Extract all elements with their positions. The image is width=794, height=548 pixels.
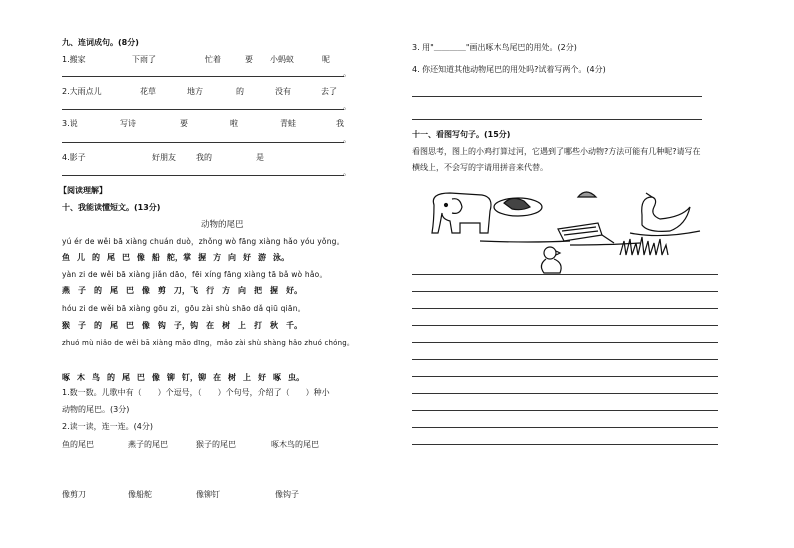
q9-row2-word: 花草: [140, 87, 156, 96]
q11-instruction-cont: 横线上，不会写的字请用拼音来代替。: [412, 163, 548, 172]
writing-line[interactable]: [412, 359, 718, 360]
answer-line[interactable]: [62, 109, 344, 110]
like-item[interactable]: 像船舵: [128, 490, 152, 499]
q9-row1-word: 小蚂蚁: [270, 55, 294, 64]
tail-item[interactable]: 啄木鸟的尾巴: [271, 440, 319, 449]
q9-row4-word: 我的: [196, 153, 212, 162]
like-item[interactable]: 像铆钉: [196, 490, 220, 499]
answer-line[interactable]: [62, 76, 344, 77]
writing-line[interactable]: [412, 291, 718, 292]
q9-row4-word: 好朋友: [152, 153, 176, 162]
q9-row2-word: 地方: [187, 87, 203, 96]
writing-line[interactable]: [412, 393, 718, 394]
q9-row1-end: 。: [343, 69, 351, 78]
pinyin-line: zhuó mù niǎo de wěi bā xiàng mǎo dīng，mǎo zài shù shàng hǎo zhuó chóng。: [62, 339, 355, 347]
tail-item[interactable]: 猴子的尾巴: [196, 440, 236, 449]
q9-row3-word: 啦: [230, 119, 238, 128]
writing-line[interactable]: [412, 342, 718, 343]
elephant-icon: [432, 193, 491, 233]
tail-item[interactable]: 鱼的尾巴: [62, 440, 94, 449]
q9-row4-word: 是: [256, 153, 264, 162]
sub-question-2: 2.读一读，连一连。(4分): [62, 422, 153, 431]
sub-question-1-cont: 动物的尾巴。(3分): [62, 405, 130, 414]
pinyin-line: yú ér de wěi bā xiàng chuán duò，zhǒng wò fāng xiàng hǎo yóu yǒng。: [62, 237, 345, 246]
q9-row3-word: 要: [180, 119, 188, 128]
q9-title: 九、连词成句。(8分): [62, 38, 139, 47]
sub-question-3: 3. 用"＿＿＿＿"画出啄木鸟尾巴的用处。(2分): [412, 43, 577, 52]
q9-row2-num: 2.大雨点儿: [62, 87, 102, 96]
pinyin-line: hóu zi de wěi bā xiàng gōu zi，gōu zài shù shāo dǎ qiū qiān。: [62, 304, 306, 313]
pinyin-line: yàn zi de wěi bā xiàng jiǎn dāo，fēi xíng fāng xiàng tā bǎ wò hǎo。: [62, 270, 328, 279]
q9-row1-word: 下雨了: [132, 55, 156, 64]
article-title: 动物的尾巴: [201, 220, 244, 230]
animals-river-illustration: [420, 185, 720, 275]
sub-question-1: 1.数一数。儿歌中有（ ）个逗号，（ ）个句号，介绍了（ ）种小: [62, 388, 330, 397]
writing-line[interactable]: [412, 410, 718, 411]
writing-line[interactable]: [412, 444, 718, 445]
answer-line[interactable]: [412, 96, 702, 97]
q10-title: 十、我能读懂短文。(13分): [62, 203, 161, 212]
q9-row2-word: 的: [236, 87, 244, 96]
writing-line[interactable]: [412, 308, 718, 309]
text-line: 啄 木 鸟 的 尾 巴 像 铆 钉，铆 在 树 上 好 啄 虫。: [62, 373, 305, 382]
sub-question-4: 4. 你还知道其他动物尾巴的用处吗?试着写两个。(4分): [412, 65, 606, 74]
like-item[interactable]: 像剪刀: [62, 490, 86, 499]
q11-title: 十一、看图写句子。(15分): [412, 130, 511, 139]
text-line: 猴 子 的 尾 巴 像 钩 子，钩 在 树 上 打 秋 千。: [62, 321, 303, 330]
q9-row1-word: 忙着: [205, 55, 221, 64]
reading-header: 【阅读理解】: [59, 186, 107, 195]
q9-row2-word: 去了: [321, 87, 337, 96]
q9-row1-num: 1.搬家: [62, 55, 86, 64]
writing-line[interactable]: [412, 274, 718, 275]
q9-row3-word: 青蛙: [280, 119, 296, 128]
answer-line[interactable]: [412, 119, 702, 120]
writing-line[interactable]: [412, 427, 718, 428]
q9-row3-word: 写诗: [120, 119, 136, 128]
tail-item[interactable]: 燕子的尾巴: [128, 440, 168, 449]
q9-row1-word: 要: [245, 55, 253, 64]
writing-line[interactable]: [412, 376, 718, 377]
q9-row4-num: 4.影子: [62, 153, 86, 162]
q9-row2-word: 没有: [275, 87, 291, 96]
text-line: 燕 子 的 尾 巴 像 剪 刀，飞 行 方 向 把 握 好。: [62, 286, 303, 295]
like-item[interactable]: 像钩子: [275, 490, 299, 499]
answer-line[interactable]: [62, 142, 344, 143]
text-line: 鱼 儿 的 尾 巴 像 船 舵，掌 握 方 向 好 游 泳。: [62, 253, 290, 262]
q11-instruction: 看图思考，图上的小鸡打算过河，它遇到了哪些小动物?方法可能有几种呢?请写在: [412, 147, 701, 156]
q9-row3-end: 。: [343, 135, 351, 144]
q9-row1-word: 呢: [322, 55, 330, 64]
q9-row3-word: 我: [336, 119, 344, 128]
q9-row4-end: 。: [343, 168, 351, 177]
q9-row2-end: 。: [343, 102, 351, 111]
writing-line[interactable]: [412, 325, 718, 326]
answer-line[interactable]: [62, 175, 344, 176]
q9-row3-num: 3.说: [62, 119, 78, 128]
